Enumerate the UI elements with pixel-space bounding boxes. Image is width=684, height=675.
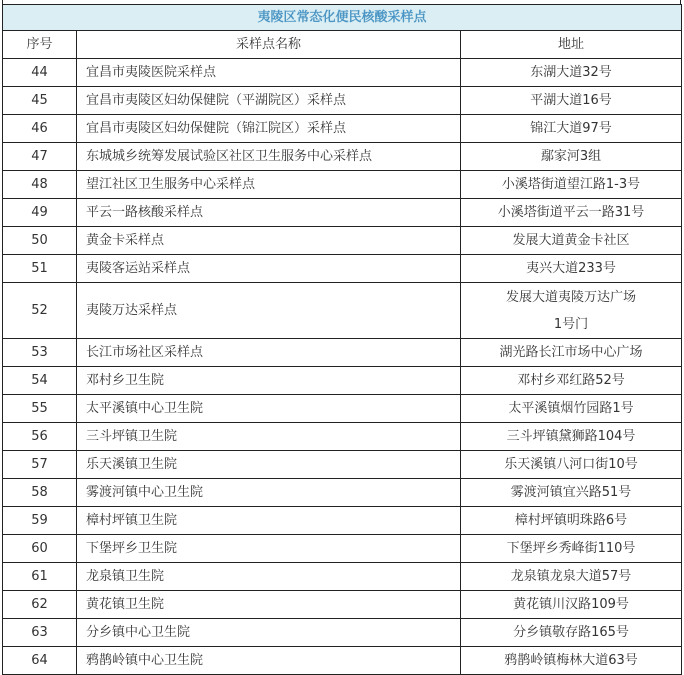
row-number: 63 — [3, 619, 77, 647]
site-address — [461, 647, 682, 675]
site-name: 望江社区卫生服务中心采样点 — [77, 171, 461, 199]
address-line: 龙泉镇龙泉大道57号 — [510, 569, 632, 584]
site-name: 东城城乡统筹发展试验区社区卫生服务中心采样点 — [77, 143, 461, 171]
address-line: 发展大道黄金卡社区 — [512, 233, 630, 248]
table-row — [3, 647, 682, 675]
address-line: 锦江大道97号 — [530, 121, 612, 136]
site-name: 下堡坪乡卫生院 — [77, 535, 461, 563]
site-address — [461, 143, 682, 171]
site-name: 龙泉镇卫生院 — [77, 563, 461, 591]
table-row — [3, 255, 682, 283]
row-number: 56 — [3, 423, 77, 451]
site-name: 宜昌市夷陵区妇幼保健院（锦江院区）采样点 — [77, 115, 461, 143]
address-line: 邓村乡邓红路52号 — [517, 373, 625, 388]
address-line: 下堡坪乡秀峰街110号 — [506, 541, 636, 556]
address-line: 湖光路长江市场中心广场 — [499, 345, 643, 360]
table-row — [3, 507, 682, 535]
address-line: 平湖大道16号 — [530, 93, 612, 108]
site-address — [461, 255, 682, 283]
site-address — [461, 563, 682, 591]
site-name: 长江市场社区采样点 — [77, 339, 461, 367]
table-row — [3, 199, 682, 227]
table-row — [3, 227, 682, 255]
site-name: 乐天溪镇卫生院 — [77, 451, 461, 479]
address-line: 樟村坪镇明珠路6号 — [514, 513, 628, 528]
row-number: 47 — [3, 143, 77, 171]
address-line: 鄢家河3组 — [540, 149, 602, 164]
row-number: 44 — [3, 59, 77, 87]
address-line: 三斗坪镇黛狮路104号 — [506, 429, 636, 444]
row-number: 50 — [3, 227, 77, 255]
row-number: 52 — [3, 283, 77, 339]
row-number: 54 — [3, 367, 77, 395]
site-name: 三斗坪镇卫生院 — [77, 423, 461, 451]
site-name: 分乡镇中心卫生院 — [77, 619, 461, 647]
address-line: 鸦鹊岭镇梅林大道63号 — [504, 653, 638, 668]
row-number: 58 — [3, 479, 77, 507]
site-address — [461, 479, 682, 507]
row-number: 46 — [3, 115, 77, 143]
address-line: 1号门 — [553, 316, 589, 332]
address-line: 小溪塔街道平云一路31号 — [497, 205, 645, 220]
site-address — [461, 395, 682, 423]
site-name: 平云一路核酸采样点 — [77, 199, 461, 227]
address-line: 夷兴大道233号 — [526, 261, 616, 276]
table-row — [3, 619, 682, 647]
table-body — [3, 59, 682, 675]
row-number: 60 — [3, 535, 77, 563]
address-line: 雾渡河镇宜兴路51号 — [510, 485, 632, 500]
header-row — [3, 31, 682, 59]
row-number: 48 — [3, 171, 77, 199]
site-address — [461, 619, 682, 647]
site-address — [461, 115, 682, 143]
site-name: 樟村坪镇卫生院 — [77, 507, 461, 535]
address-line: 黄花镇川汉路109号 — [513, 597, 629, 612]
site-name: 雾渡河镇中心卫生院 — [77, 479, 461, 507]
address-line: 乐天溪镇八河口街10号 — [504, 457, 638, 472]
table-row — [3, 171, 682, 199]
site-address — [461, 87, 682, 115]
site-address — [461, 507, 682, 535]
table-row — [3, 395, 682, 423]
header-site-name: 采样点名称 — [77, 31, 461, 59]
table-row — [3, 367, 682, 395]
header-address: 地址 — [461, 31, 682, 59]
table-row — [3, 339, 682, 367]
site-address — [461, 367, 682, 395]
site-address — [461, 283, 682, 339]
row-number: 45 — [3, 87, 77, 115]
table-row — [3, 87, 682, 115]
table-row — [3, 143, 682, 171]
site-address — [461, 199, 682, 227]
address-line: 发展大道夷陵万达广场 — [505, 289, 636, 305]
table-container — [2, 0, 681, 675]
site-name: 鸦鹊岭镇中心卫生院 — [77, 647, 461, 675]
site-name: 邓村乡卫生院 — [77, 367, 461, 395]
site-address — [461, 171, 682, 199]
row-number: 49 — [3, 199, 77, 227]
table-row — [3, 535, 682, 563]
row-number: 55 — [3, 395, 77, 423]
header-number: 序号 — [3, 31, 77, 59]
address-line: 东湖大道32号 — [530, 65, 612, 80]
table-row — [3, 563, 682, 591]
table-row — [3, 451, 682, 479]
table-row — [3, 423, 682, 451]
row-number: 61 — [3, 563, 77, 591]
site-address — [461, 227, 682, 255]
row-number: 57 — [3, 451, 77, 479]
site-address — [461, 339, 682, 367]
site-name: 太平溪镇中心卫生院 — [77, 395, 461, 423]
table-row — [3, 591, 682, 619]
table-row — [3, 59, 682, 87]
site-address — [461, 591, 682, 619]
address-line: 太平溪镇烟竹园路1号 — [508, 401, 634, 416]
sampling-sites-table — [2, 4, 682, 675]
site-address — [461, 59, 682, 87]
site-name: 黄花镇卫生院 — [77, 591, 461, 619]
table-row — [3, 115, 682, 143]
row-number: 53 — [3, 339, 77, 367]
address-line: 小溪塔街道望江路1-3号 — [501, 177, 641, 192]
site-address — [461, 423, 682, 451]
site-name: 夷陵万达采样点 — [77, 283, 461, 339]
table-title: 夷陵区常态化便民核酸采样点 — [3, 5, 682, 31]
address-line: 分乡镇敬存路165号 — [513, 625, 629, 640]
site-address — [461, 451, 682, 479]
site-name: 黄金卡采样点 — [77, 227, 461, 255]
table-row — [3, 283, 682, 339]
site-address — [461, 535, 682, 563]
site-name: 宜昌市夷陵区妇幼保健院（平湖院区）采样点 — [77, 87, 461, 115]
table-row — [3, 479, 682, 507]
row-number: 59 — [3, 507, 77, 535]
row-number: 64 — [3, 647, 77, 675]
site-name: 夷陵客运站采样点 — [77, 255, 461, 283]
row-number: 62 — [3, 591, 77, 619]
site-name: 宜昌市夷陵医院采样点 — [77, 59, 461, 87]
row-number: 51 — [3, 255, 77, 283]
